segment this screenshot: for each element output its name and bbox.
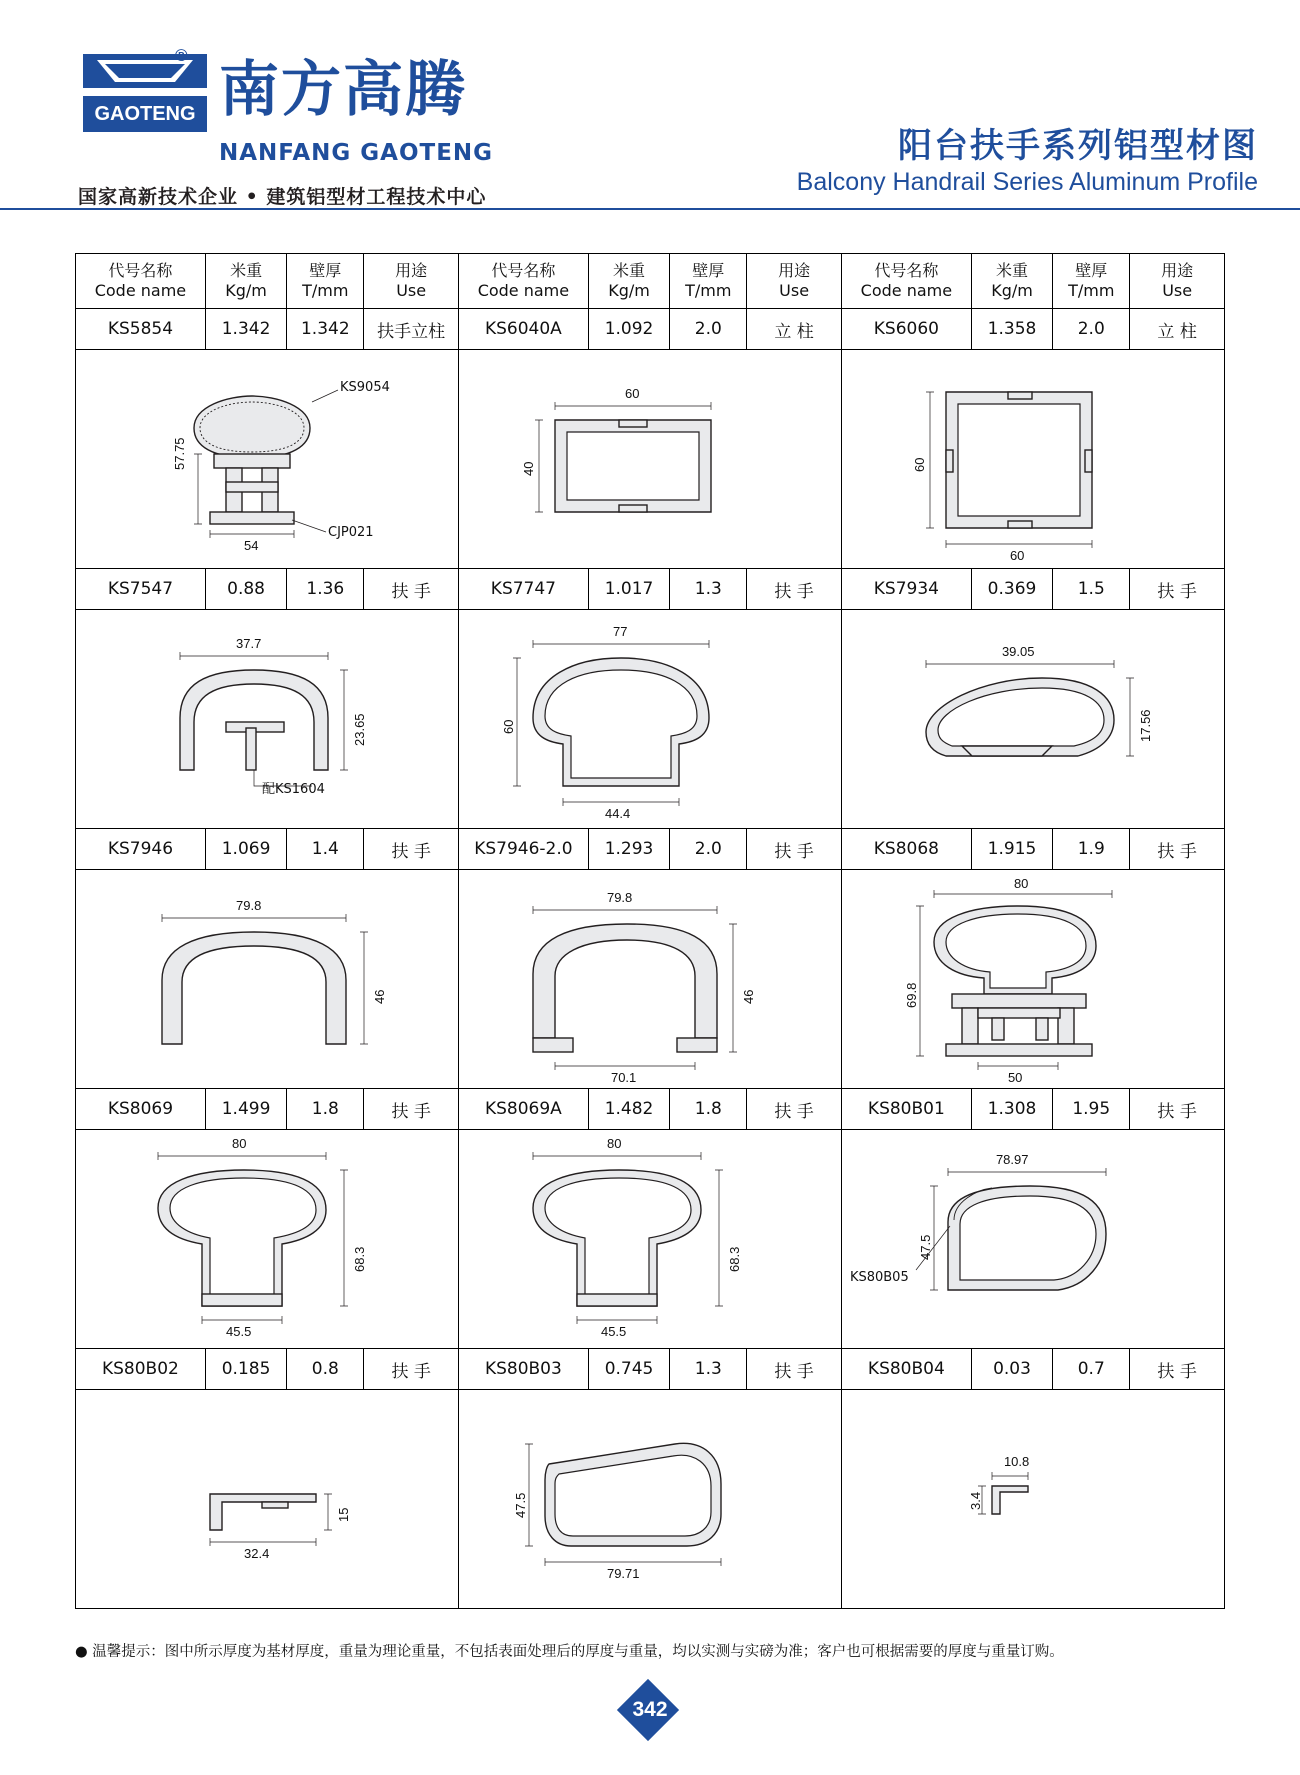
cell-code: KS8069 <box>76 1089 206 1130</box>
figure-row <box>76 1130 1225 1349</box>
th-code-2: 代号名称 Code name <box>458 254 588 309</box>
cell-code: KS7747 <box>458 569 588 610</box>
cell-use: 扶 手 <box>747 1349 842 1390</box>
th-use-1: 用途 Use <box>364 254 459 309</box>
cell-use: 扶手立柱 <box>364 309 459 350</box>
dim-height: 47.5 <box>512 1492 528 1518</box>
dim-height: 46 <box>372 989 387 1004</box>
figure-row <box>76 610 1225 829</box>
dim-height: 68.3 <box>352 1246 367 1272</box>
cell-code: KS7934 <box>841 569 971 610</box>
cell-code: KS80B01 <box>841 1089 971 1130</box>
cell-use: 扶 手 <box>364 569 459 610</box>
page-header <box>0 0 1300 208</box>
cell-weight: 0.185 <box>205 1349 286 1390</box>
th-thickness-3: 壁厚 T/mm <box>1053 254 1130 309</box>
dim-width: 10.8 <box>1003 1454 1030 1469</box>
label-cjp021: CJP021 <box>328 525 374 540</box>
svg-text:GAOTENG: GAOTENG <box>94 103 196 125</box>
cell-use: 扶 手 <box>1130 829 1225 870</box>
dim-height: 57.75 <box>172 437 187 470</box>
figure-row <box>76 350 1225 569</box>
cell-use: 立 柱 <box>1130 309 1225 350</box>
dim-height: 47.5 <box>917 1234 933 1260</box>
profile-table <box>75 253 1225 1609</box>
figure-ks5854 <box>76 350 459 569</box>
cell-code: KS80B04 <box>841 1349 971 1390</box>
cell-thickness: 1.4 <box>287 829 364 870</box>
page-title-cn: 阳台扶手系列铝型材图 <box>898 126 1258 166</box>
cell-code: KS80B03 <box>458 1349 588 1390</box>
cell-weight: 0.369 <box>971 569 1052 610</box>
brand-logo <box>75 48 467 138</box>
dim-width: 80 <box>606 1136 622 1151</box>
cell-code: KS8068 <box>841 829 971 870</box>
figure-ks80b04 <box>841 1390 1224 1609</box>
cell-use: 扶 手 <box>364 829 459 870</box>
figure-ks7547 <box>76 610 459 829</box>
dim-height: 60 <box>500 719 516 734</box>
figure-ks80b02 <box>76 1390 459 1609</box>
table-row <box>76 309 1225 350</box>
table-row <box>76 569 1225 610</box>
th-code-1: 代号名称 Code name <box>76 254 206 309</box>
th-thickness-1: 壁厚 T/mm <box>287 254 364 309</box>
cell-code: KS6040A <box>458 309 588 350</box>
cell-thickness: 2.0 <box>670 829 747 870</box>
figure-ks7934 <box>841 610 1224 829</box>
cell-thickness: 1.95 <box>1053 1089 1130 1130</box>
dim-width: 80 <box>232 1136 247 1151</box>
cell-use: 扶 手 <box>1130 569 1225 610</box>
cell-use: 扶 手 <box>364 1089 459 1130</box>
cell-use: 扶 手 <box>747 569 842 610</box>
cell-thickness: 1.3 <box>670 1349 747 1390</box>
dim-width: 54 <box>244 538 259 553</box>
cell-thickness: 1.8 <box>287 1089 364 1130</box>
figure-ks8069 <box>76 1130 459 1349</box>
figure-ks8069a <box>458 1130 841 1349</box>
cell-weight: 0.88 <box>205 569 286 610</box>
figure-ks7946-20 <box>458 870 841 1089</box>
dim-base: 45.5 <box>226 1324 252 1339</box>
figure-ks7946 <box>76 870 459 1089</box>
figure-ks6040a <box>458 350 841 569</box>
cell-code: KS5854 <box>76 309 206 350</box>
table-row <box>76 1089 1225 1130</box>
dim-width: 37.7 <box>236 636 262 651</box>
cell-thickness: 1.3 <box>670 569 747 610</box>
dim-height: 40 <box>520 461 536 476</box>
cell-weight: 1.915 <box>971 829 1052 870</box>
figure-ks8068 <box>841 870 1224 1089</box>
th-weight-3: 米重 Kg/m <box>971 254 1052 309</box>
cell-use: 扶 手 <box>364 1349 459 1390</box>
dim-width: 80 <box>1013 876 1029 891</box>
dim-height: 60 <box>911 457 927 472</box>
cell-code: KS6060 <box>841 309 971 350</box>
label-ks9054: KS9054 <box>340 380 390 395</box>
dim-width: 79.8 <box>236 898 262 913</box>
cell-thickness: 1.5 <box>1053 569 1130 610</box>
dim-base: 50 <box>1007 1070 1023 1085</box>
cell-thickness: 0.7 <box>1053 1349 1130 1390</box>
cell-weight: 1.293 <box>588 829 669 870</box>
cell-weight: 1.482 <box>588 1089 669 1130</box>
registered-mark: ® <box>175 46 188 65</box>
cell-code: KS8069A <box>458 1089 588 1130</box>
brand-tagline: 国家高新技术企业 • 建筑铝型材工程技术中心 <box>78 186 487 208</box>
page-number: 342 <box>632 1698 668 1721</box>
cell-code: KS7946 <box>76 829 206 870</box>
cell-thickness: 0.8 <box>287 1349 364 1390</box>
dim-width: 32.4 <box>244 1546 270 1561</box>
page-title-en: Balcony Handrail Series Aluminum Profile <box>796 168 1258 196</box>
cell-use: 扶 手 <box>1130 1089 1225 1130</box>
cell-weight: 0.03 <box>971 1349 1052 1390</box>
dim-width: 79.71 <box>606 1566 640 1581</box>
figure-ks80b01 <box>841 1130 1224 1349</box>
gaoteng-logo-icon <box>75 48 215 138</box>
figure-ks7747 <box>458 610 841 829</box>
cell-code: KS7946-2.0 <box>458 829 588 870</box>
dim-height: 15 <box>336 1507 351 1522</box>
header-divider <box>0 208 1300 210</box>
brand-name-cn: 南方高腾 <box>219 55 467 125</box>
th-weight-2: 米重 Kg/m <box>588 254 669 309</box>
brand-name-en: NANFANG GAOTENG <box>219 140 494 166</box>
cell-weight: 1.342 <box>205 309 286 350</box>
cell-thickness: 1.36 <box>287 569 364 610</box>
table-row <box>76 829 1225 870</box>
dim-height: 46 <box>740 989 756 1004</box>
th-code-3: 代号名称 Code name <box>841 254 971 309</box>
cell-weight: 1.358 <box>971 309 1052 350</box>
cell-thickness: 1.342 <box>287 309 364 350</box>
cell-use: 扶 手 <box>747 1089 842 1130</box>
dim-height: 3.4 <box>967 1491 983 1510</box>
dim-base: 45.5 <box>600 1324 627 1339</box>
dim-width: 60 <box>1009 548 1025 563</box>
th-use-2: 用途 Use <box>747 254 842 309</box>
th-weight-1: 米重 Kg/m <box>205 254 286 309</box>
cell-weight: 1.092 <box>588 309 669 350</box>
page-number-badge <box>615 1688 685 1732</box>
figure-row <box>76 1390 1225 1609</box>
dim-width: 79.8 <box>606 890 633 905</box>
cell-code: KS80B02 <box>76 1349 206 1390</box>
cell-thickness: 1.9 <box>1053 829 1130 870</box>
cell-use: 立 柱 <box>747 309 842 350</box>
th-use-3: 用途 Use <box>1130 254 1225 309</box>
table-row <box>76 1349 1225 1390</box>
dim-width: 39.05 <box>1001 644 1035 659</box>
dim-height: 17.56 <box>1137 709 1153 742</box>
dim-height: 23.65 <box>352 713 367 746</box>
cell-code: KS7547 <box>76 569 206 610</box>
cell-thickness: 2.0 <box>670 309 747 350</box>
cell-thickness: 2.0 <box>1053 309 1130 350</box>
label-ks80b05: KS80B05 <box>849 1270 909 1285</box>
cell-weight: 0.745 <box>588 1349 669 1390</box>
figure-row <box>76 870 1225 1089</box>
th-thickness-2: 壁厚 T/mm <box>670 254 747 309</box>
label-ks1604: 配KS1604 <box>262 782 325 797</box>
cell-weight: 1.308 <box>971 1089 1052 1130</box>
dim-width: 60 <box>624 386 640 401</box>
dim-width: 78.97 <box>995 1152 1029 1167</box>
cell-weight: 1.069 <box>205 829 286 870</box>
cell-weight: 1.017 <box>588 569 669 610</box>
cell-use: 扶 手 <box>747 829 842 870</box>
figure-ks6060 <box>841 350 1224 569</box>
cell-weight: 1.499 <box>205 1089 286 1130</box>
table-header-row <box>76 254 1225 309</box>
footer-note: ● 温馨提示：图中所示厚度为基材厚度，重量为理论重量，不包括表面处理后的厚度与重量，均以实测与实磅为准；客户也可根据需要的厚度与重量订购。 <box>75 1644 1064 1660</box>
dim-height: 69.8 <box>903 982 919 1008</box>
dim-base: 70.1 <box>610 1070 637 1085</box>
dim-width: 77 <box>612 624 628 639</box>
figure-ks80b03 <box>458 1390 841 1609</box>
cell-use: 扶 手 <box>1130 1349 1225 1390</box>
dim-height: 68.3 <box>726 1246 742 1272</box>
dim-base: 44.4 <box>604 806 631 821</box>
cell-thickness: 1.8 <box>670 1089 747 1130</box>
